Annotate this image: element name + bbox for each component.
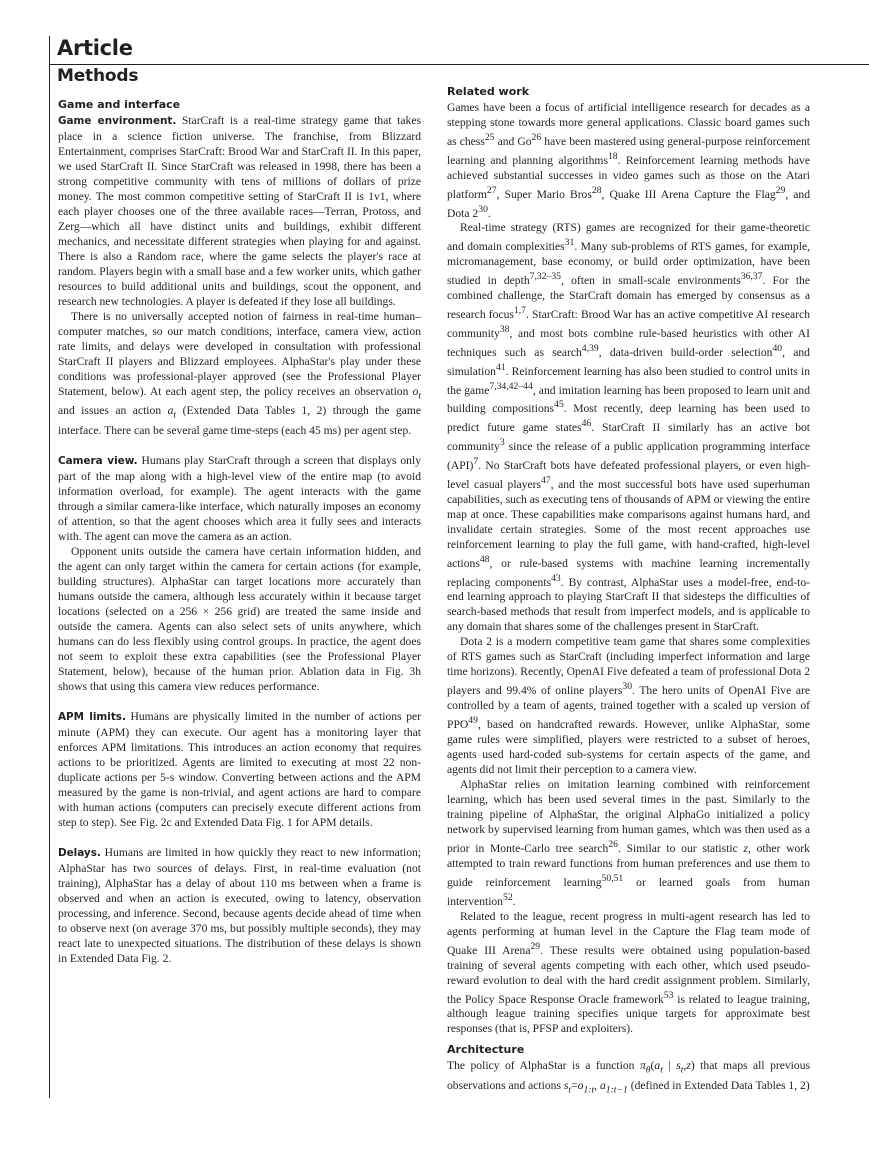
paragraph-game-environment: Game environment. StarCraft is a real-time strategy game that takes place in a science fiction universe. The franchise, from Blizzard Entertainment, comprises StarCraft: Brood War and StarCraft II. In this paper, we used StarCraft II. Since StarCraft was released in 1998, there has been a strong competitive community with tens of millions of dollars of prize money. The most common competitive setting of StarCraft II is 1v1, where each player chooses one of the three available races—Terran, Protoss, and Zerg—which all have distinct units and buildings, exhibit different mechanics, and necessitate different strategies when playing for and against. There is also a Random race, where the game selects the player's race at random. Players begin with a small base and a few worker units, which gather resources to build additional units and buildings, scout the opponent, and research new technologies. A player is defeated if they lose all buildings. xyxy=(58,114,421,308)
citation: 18 xyxy=(607,150,618,162)
citation: 27 xyxy=(486,184,497,196)
runin-apm-limits: APM limits. xyxy=(58,710,126,723)
paragraph-related-league: Related to the league, recent progress in multi-agent research has led to agents performing at human level in the Capture the Flag team mode of Quake III Arena$^{29}$. These results were obtained using population-based training of several agents competing with each other, which used pseudo-reward evolution to deal with the hard credit assignment problem. Similarly, the Policy Space Response Oracle framework$^{53}$ is related to league training, although league training specifies unique targets for approximate best responses (that is, PFSP and exploiters). xyxy=(447,909,810,1036)
header-rule xyxy=(50,64,869,65)
paragraph-camera-targeting: Opponent units outside the camera have certain information hidden, and the agent can only target within the camera for certain actions (for example, building structures). AlphaStar can target locations more accurately than humans outside the camera, although less accurately within it because target locations (selected on a 256 × 256 grid) are treated the same inside and outside the camera. Agents can also select sets of units anywhere, which humans can do less flexibly using control groups. In practice, the agent does not seem to exploit these extra capabilities (see the Professional Player Statement, below), because of the human prior. Ablation data in Fig. 3h shows that using this camera view reduces performance. xyxy=(58,544,421,693)
heading-architecture: Architecture xyxy=(447,1043,525,1057)
paragraph-apm-limits: APM limits. Humans are physically limited in the number of actions per minute (APM) they can execute. Our agent has a monitoring layer that enforces APM limitations. This introduces an action economy that requires actions to be prioritized. Agents are limited to executing at most 22 non-duplicate actions per 5-s window. Converting between actions and the APM measured by the game is non-trivial, and agent actions are hard to compare with human actions (computers can precisely execute different actions from step to step). See Fig. 2c and Extended Data Fig. 1 for APM details. xyxy=(58,709,421,829)
left-margin-rule xyxy=(49,36,50,1098)
paragraph-fairness: There is no universally accepted notion of fairness in real-time human–computer matches, so our match conditions, interface, camera view, action rate limits, and delays were developed in consultation with professional StarCraft II players and Blizzard employees. AlphaStar's play under these conditions was professional-player approved (see the Professional Player Statement, below). At each agent step, the policy receives an observation $o_t$ and issues an action $a_t$ (Extended Data Tables 1, 2) through the game interface. There can be several game time-steps (each 45 ms) per agent step. xyxy=(58,310,422,437)
runin-game-environment: Game environment. xyxy=(58,115,177,127)
heading-related-work: Related work xyxy=(447,85,530,98)
left-column xyxy=(58,97,421,966)
paragraph-camera-view: Camera view. Humans play StarCraft through a screen that displays only part of the map along with a high-level view of the entire map (to avoid information overload, for example). The agent interacts with the game through a similar camera-like interface, which naturally imposes an economy of attention, so that the agent chooses which area it fully sees and interacts with. The agent can move the camera as an action. xyxy=(58,453,421,543)
paragraph-related-games: Games have been a focus of artificial intelligence research for decades as a stepping stone towards more general applications. Classic board games such as chess$^{25}$ and Go$^{26}$ have been mastered using general-purpose reinforcement learning and planning algorithms$^{18}$. Reinforcement learning methods have achieved substantial successes in video games such as those on the Atari platform$^{27}$, Super Mario Bros$^{28}$, Quake III Arena Capture the Flag$^{29}$, and Dota $2^{30}$. xyxy=(447,101,811,220)
citation: 29 xyxy=(775,184,786,196)
paragraph-architecture: The policy of AlphaStar is a function $\pi_\theta(a_t$ | $s_t,z$) that maps all previous observations and actions $s_t=o_{1:t}$, $a_{1:t-1}$ (defined in Extended Data Tables 1, 2) xyxy=(447,1059,811,1096)
runin-camera-view: Camera view. xyxy=(58,454,138,467)
chapter-title: Methods xyxy=(57,66,139,86)
paragraph-related-dota: Dota 2 is a modern competitive team game that shares some complexities of RTS games such as StarCraft (including imperfect information and large time horizons). Recently, OpenAI Five defeated a team of professional Dota 2 players and 99.4% of online players$^{30}$. The hero units of OpenAI Five are controlled by a team of agents, trained together with a scaled up version of PPO$^{49}$, based on handcrafted rewards. However, unlike AlphaStar, some game rules were simplified, players were restricted to a subset of heroes, agents used hard-coded sub-systems for certain aspects of the game, and agents did not limit their perception to a camera view. xyxy=(447,635,810,777)
paragraph-related-rts: Real-time strategy (RTS) games are recognized for their game-theoretic and domain complexities$^{31}$. Many sub-problems of RTS games, for example, micromanagement, base economy, or build order optimization, have been studied in depth$^{7,32-35}$, often in small-scale environments$^{36,37}$. For the combined challenge, the StarCraft domain has emerged by consensus as a research focus$^{1,7}$. StarCraft: Brood War has an active competitive AI research community$^{38}$, and most bots combine rule-based heuristics with other AI techniques such as search$^{4,39}$, data-driven build-order selection$^{40}$, and simulation$^{41}$. Reinforcement learning has also been studied to control units in the game$^{7,34,42-44}$, and imitation learning has been proposed to learn unit and building compositions$^{45}$. Most recently, deep learning has been used to predict future game states$^{46}$. StarCraft II similarly has an active bot community$^3$ since the release of a public application programming interface (API)$^7$. No StarCraft bots have defeated professional players, or even high-level casual players$^{47}$, and the most successful bots have used superhuman capabilities, such as executing tens of thousands of APM or viewing the entire map at once. These capabilities make comparisons against humans hard, and invalidate certain strategies. Some of the most recent approaches use reinforcement learning to play the full game, with hand-crafted, high-level actions$^{48}$, or rule-based systems with machine learning incrementally replacing components$^{43}$. By contrast, AlphaStar uses a model-free, end-to-end learning approach to playing StarCraft II that sidesteps the difficulties of search-based methods that result from imperfect models, and is applicable to any domain that shares some of the challenges present in StarCraft. xyxy=(447,221,811,634)
citation: 26 xyxy=(531,132,542,143)
paragraph-related-imitation: AlphaStar relies on imitation learning combined with reinforcement learning, which has been used several times in the past. Similarly to the training pipeline of AlphaStar, the original AlphaGo initialized a policy network by supervised learning from human games, which was then used as a prior in Monte-Carlo tree search$^{26}$. Similar to our statistic z, other work attempted to train reward functions from human preferences and use them to guide reinforcement learning$^{50,51}$ or learned goals from human intervention$^{52}$. xyxy=(447,778,811,908)
right-column xyxy=(447,84,810,1097)
section-label: Article xyxy=(57,36,133,60)
citation: 30 xyxy=(478,203,488,215)
paragraph-delays: Delays. Humans are limited in how quickly they react to new information; AlphaStar has two sources of delays. First, in real-time evaluation (not training), AlphaStar has a delay of about 110 ms between when a frame is observed and when an action is executed, owing to latency, observation processing, and inference. Second, because agents decide ahead of time when to observe next (on average 370 ms, but possibly multiple seconds), they may react late to unexpected situations. The distribution of these delays is shown in Extended Data Fig. 2. xyxy=(58,845,422,965)
runin-delays: Delays. xyxy=(58,846,101,859)
heading-game-interface: Game and interface xyxy=(58,98,181,111)
citation: 25 xyxy=(484,132,495,143)
citation: 28 xyxy=(591,184,602,196)
